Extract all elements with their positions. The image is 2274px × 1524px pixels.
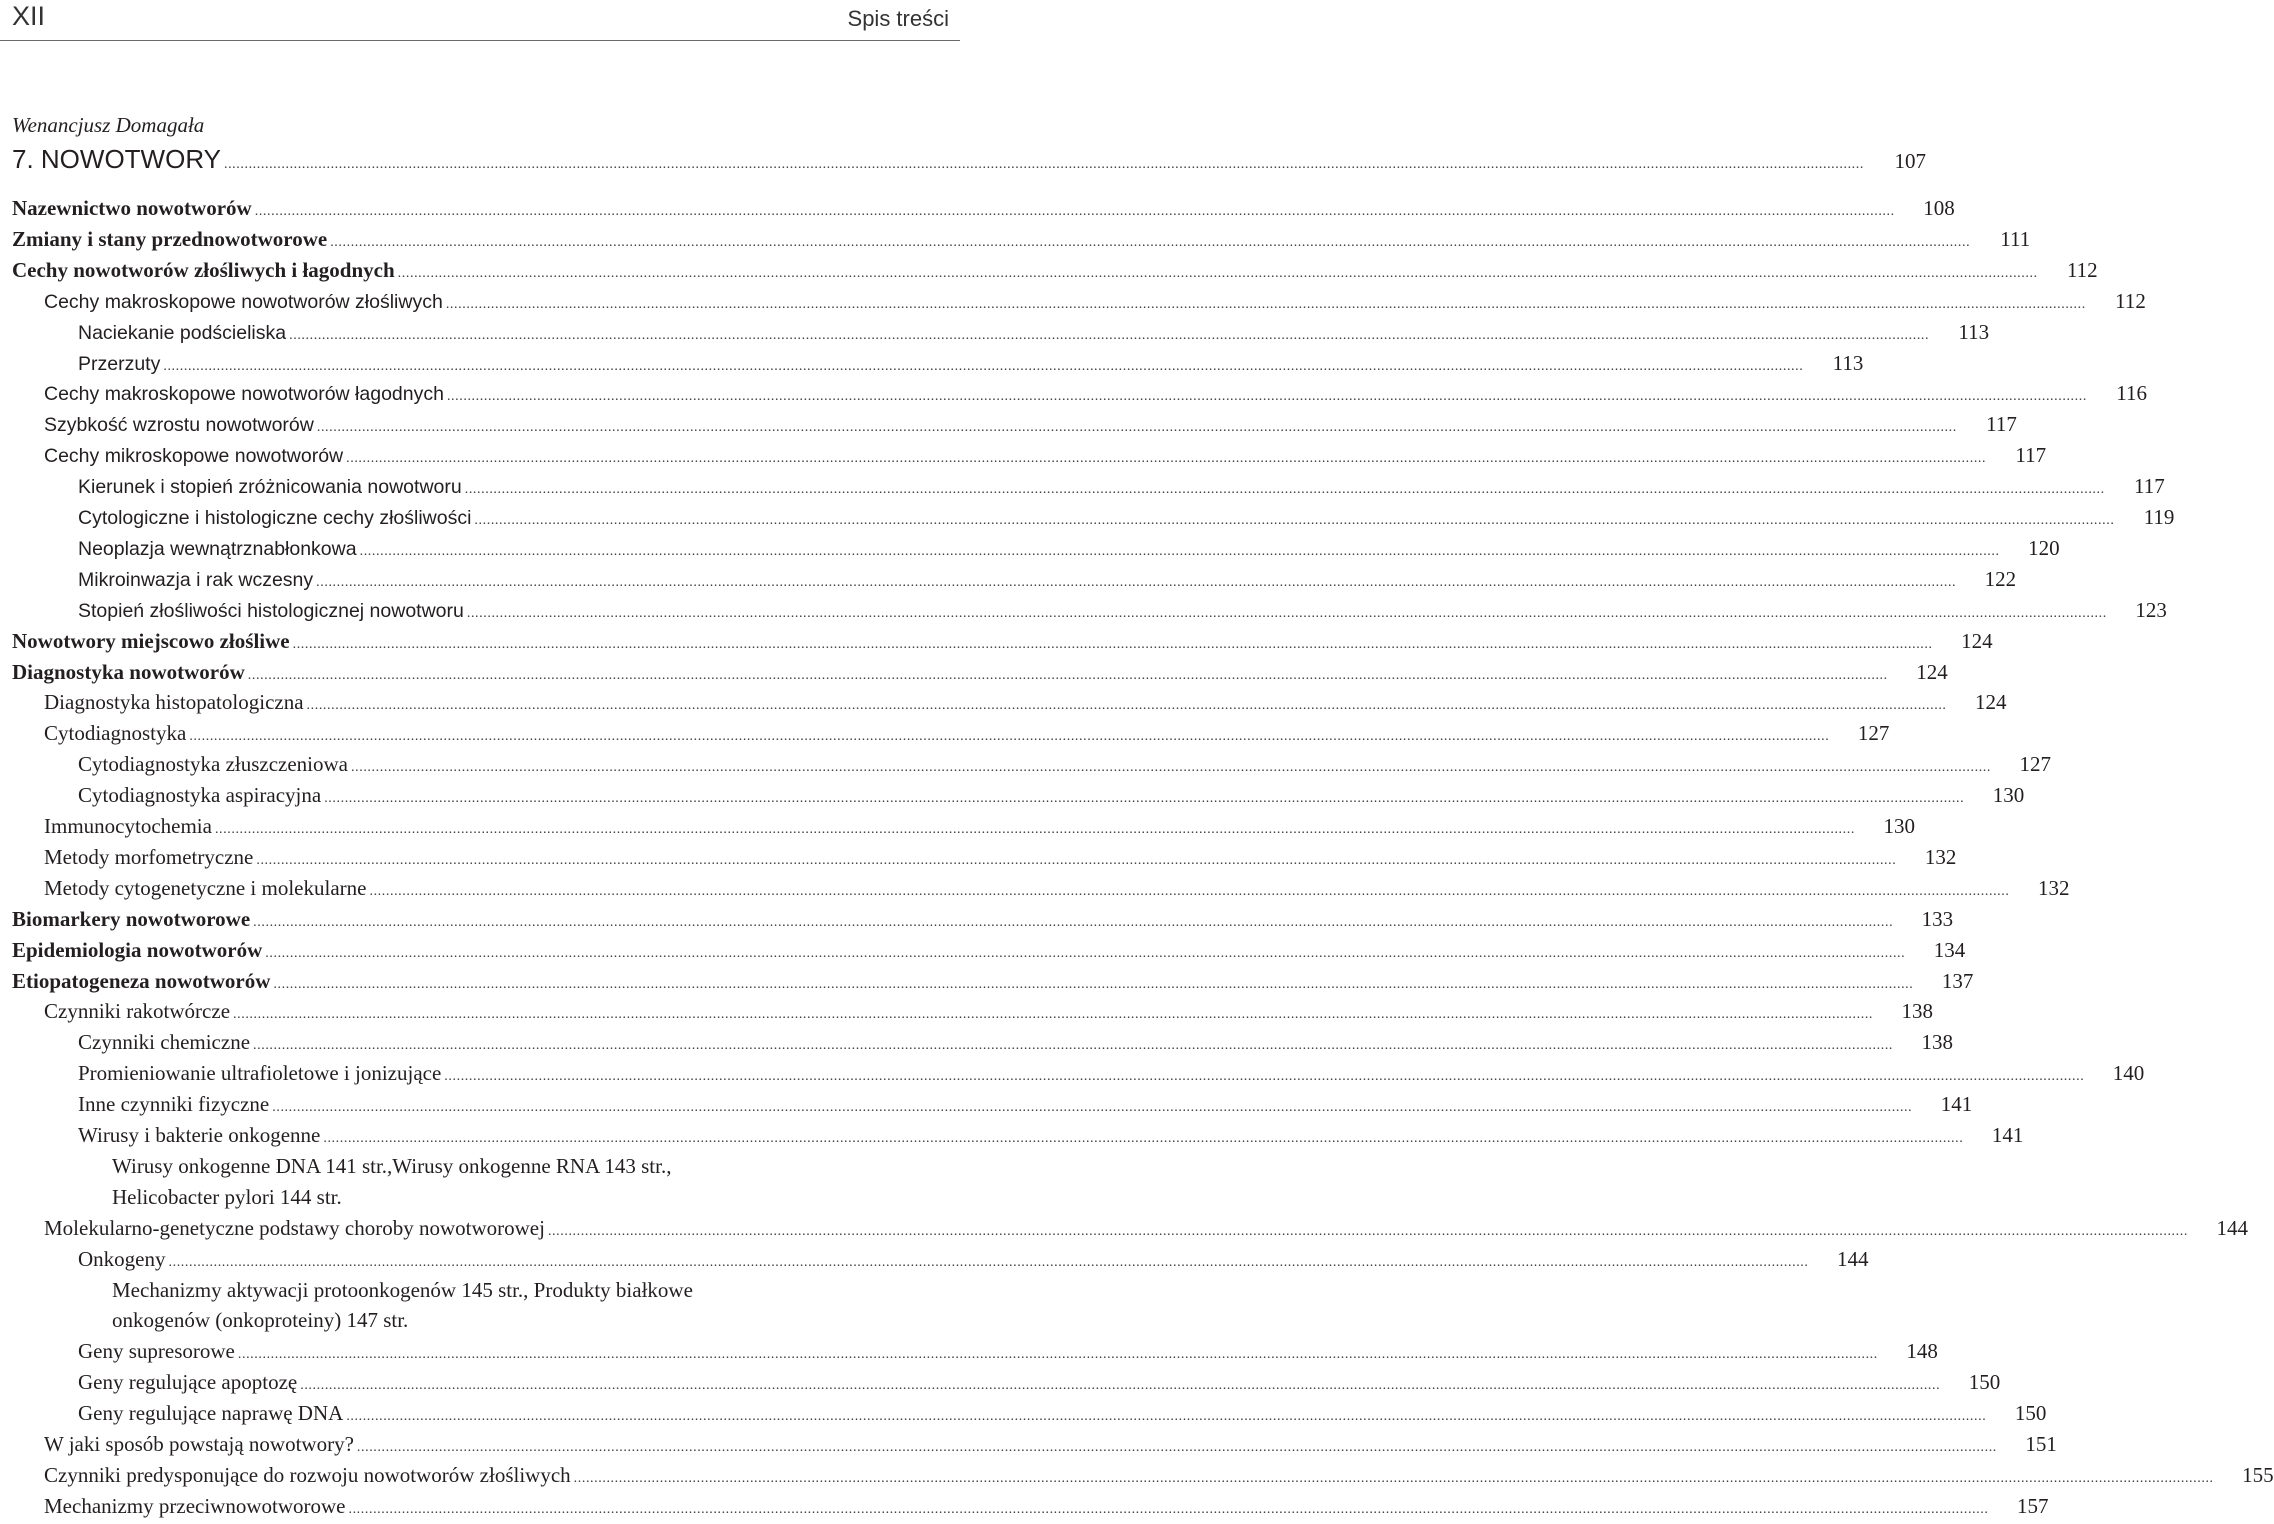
toc-page-number: 117 [2015, 443, 2047, 468]
toc-page-number: 122 [1984, 566, 2017, 591]
toc-entry[interactable] [44, 690, 2007, 720]
toc-entry[interactable] [44, 288, 2146, 319]
toc-page-number: 113 [1958, 319, 1990, 344]
toc-entry[interactable] [78, 319, 1990, 350]
toc-entry[interactable] [78, 505, 2175, 535]
dot-leader: ................................................................................................................................................................................................................................................................................................................................................................................................................ [253, 914, 1894, 930]
toc-entry-title: Cechy makroskopowe nowotworów złośliwych [44, 290, 443, 313]
toc-entry[interactable] [44, 999, 1934, 1029]
toc-entry-title: Cytodiagnostyka [44, 721, 187, 746]
chapter-heading[interactable] [12, 144, 1926, 176]
toc-page-number: 138 [1921, 1030, 1954, 1055]
toc-entry[interactable] [12, 937, 1966, 968]
toc-entry-title: Czynniki chemiczne [78, 1030, 251, 1055]
toc-page-number: 124 [1975, 690, 2007, 715]
toc-page-number: 133 [1921, 906, 1954, 931]
dot-leader: ................................................................................................................................................................................................................................................................................................................................................................................................................ [273, 976, 1914, 992]
toc-page-number: 144 [2216, 1215, 2248, 1240]
toc-page-number: 116 [2116, 381, 2147, 406]
toc-page-number: 123 [2135, 597, 2167, 622]
toc-entry-title: Promieniowanie ultrafioletowe i jonizujące [78, 1061, 442, 1086]
toc-page-number: 144 [1837, 1246, 1869, 1271]
toc-entry-title: Metody morfometryczne [44, 844, 254, 869]
toc-entry[interactable] [12, 226, 2031, 257]
dot-leader: ................................................................................................................................................................................................................................................................................................................................................................................................................ [369, 883, 2010, 899]
toc-entry[interactable] [44, 443, 2047, 473]
dot-leader: ................................................................................................................................................................................................................................................................................................................................................................................................................ [324, 791, 1965, 807]
toc-entry[interactable] [78, 597, 2167, 628]
page-number: XII [12, 1, 46, 31]
toc-page-number: 119 [2143, 505, 2175, 529]
dot-leader: ................................................................................................................................................................................................................................................................................................................................................................................................................ [300, 1378, 1941, 1394]
dot-leader: ................................................................................................................................................................................................................................................................................................................................................................................................................ [445, 296, 2086, 312]
toc-entry-title: Cechy makroskopowe nowotworów łagodnych [44, 383, 444, 406]
toc-entry-title: Diagnostyka nowotworów [12, 659, 245, 684]
toc-entry[interactable] [12, 906, 1954, 937]
toc-entry[interactable] [78, 474, 2165, 504]
dot-leader: ................................................................................................................................................................................................................................................................................................................................................................................................................ [237, 1347, 1878, 1363]
toc-entry-title: Cechy nowotworów złośliwych i łagodnych [12, 257, 395, 282]
toc-entry[interactable] [78, 350, 1864, 381]
dot-leader: ................................................................................................................................................................................................................................................................................................................................................................................................................ [397, 265, 2038, 281]
toc-page-number: 127 [1857, 721, 1890, 746]
toc-subtopics-note: Wirusy onkogenne DNA 141 str.,Wirusy onkogenne RNA 143 str., [112, 1153, 672, 1178]
toc-page-number: 124 [1961, 628, 1993, 653]
toc-entry[interactable] [78, 1092, 1973, 1122]
toc-entry-title: Immunocytochemia [44, 814, 212, 838]
toc-entry-title: Przerzuty [78, 352, 161, 375]
dot-leader: ................................................................................................................................................................................................................................................................................................................................................................................................................ [316, 574, 1957, 590]
dot-leader: ................................................................................................................................................................................................................................................................................................................................................................................................................ [474, 513, 2115, 528]
toc-entry[interactable] [44, 1215, 2248, 1246]
toc-page-number: 112 [2115, 288, 2146, 313]
dot-leader: ................................................................................................................................................................................................................................................................................................................................................................................................................ [253, 1038, 1894, 1054]
toc-entry-title: Nazewnictwo nowotworów [12, 196, 252, 220]
toc-page-number: 150 [1968, 1370, 2001, 1395]
toc-entry-title: Szybkość wzrostu nowotworów [44, 414, 314, 437]
dot-leader: ................................................................................................................................................................................................................................................................................................................................................................................................................ [464, 482, 2105, 498]
toc-page-number: 112 [2066, 257, 2098, 282]
dot-leader: ................................................................................................................................................................................................................................................................................................................................................................................................................ [265, 945, 1906, 961]
toc-entry-title: Biomarkery nowotworowe [12, 906, 251, 931]
toc-entry-title: Diagnostyka histopatologiczna [44, 690, 304, 715]
toc-entry[interactable] [78, 1339, 1938, 1369]
chapter-author: Wenancjusz Domagała [12, 113, 205, 137]
dot-leader: ................................................................................................................................................................................................................................................................................................................................................................................................................ [348, 1501, 1989, 1517]
toc-page-number: 124 [1916, 659, 1948, 684]
toc-entry[interactable] [44, 1493, 2049, 1524]
toc-entry[interactable] [78, 752, 2052, 782]
toc-entry[interactable] [78, 1246, 1869, 1277]
chapter-title: 7. NOWOTWORY [12, 144, 221, 174]
toc-entry-title: Onkogeny [78, 1246, 166, 1271]
toc-entry[interactable] [78, 1123, 2024, 1153]
dot-leader: ................................................................................................................................................................................................................................................................................................................................................................................................................ [466, 605, 2107, 621]
toc-entry[interactable] [44, 1432, 2057, 1462]
toc-page-number: 155 [2242, 1462, 2274, 1487]
dot-leader: ................................................................................................................................................................................................................................................................................................................................................................................................................ [168, 1254, 1809, 1270]
toc-page-number: 151 [2025, 1432, 2057, 1456]
toc-entry-title: Cytodiagnostyka złuszczeniowa [78, 752, 349, 777]
running-title: Spis treści [847, 6, 949, 31]
toc-page-number: 132 [2037, 875, 2070, 900]
toc-entry-title: Mechanizmy przeciwnowotworowe [44, 1493, 346, 1518]
dot-leader: ................................................................................................................................................................................................................................................................................................................................................................................................................ [292, 636, 1933, 652]
toc-page-number: 130 [1992, 783, 2025, 808]
toc-entry[interactable] [44, 875, 2070, 906]
toc-entry-title: Etiopatogeneza nowotworów [12, 968, 271, 993]
toc-entry[interactable] [12, 628, 1993, 659]
toc-page-number: 148 [1906, 1339, 1938, 1364]
dot-leader: ................................................................................................................................................................................................................................................................................................................................................................................................................ [289, 327, 1930, 343]
dot-leader: ................................................................................................................................................................................................................................................................................................................................................................................................................ [359, 543, 2000, 559]
toc-entry[interactable] [44, 1462, 2274, 1493]
toc-page-number: 157 [2016, 1493, 2049, 1518]
dot-leader: ................................................................................................................................................................................................................................................................................................................................................................................................................ [547, 1223, 2188, 1239]
toc-entry-title: Molekularno-genetyczne podstawy choroby nowotworowej [44, 1215, 545, 1240]
toc-subtopics-note: Mechanizmy aktywacji protoonkogenów 145 str., Produkty białkowe [112, 1277, 693, 1302]
toc-entry[interactable] [78, 566, 2017, 597]
toc-page-number: 113 [1832, 350, 1864, 375]
page-header [0, 0, 960, 41]
toc-entry[interactable] [44, 814, 1915, 844]
toc-entry[interactable] [78, 1401, 2047, 1431]
toc-entry-title: Neoplazja wewnątrznabłonkowa [78, 537, 357, 560]
toc-page-number: 111 [2000, 226, 2031, 251]
toc-page-number: 132 [1924, 844, 1957, 869]
toc-entry[interactable] [44, 844, 1957, 875]
toc-page-number: 138 [1901, 999, 1934, 1024]
toc-entry[interactable] [44, 412, 2017, 442]
toc-entry[interactable] [12, 968, 1974, 999]
toc-page-number: 117 [1986, 412, 2017, 437]
toc-entry-title: Zmiany i stany przednowotworowe [12, 226, 328, 251]
toc-entry-title: Cytodiagnostyka aspiracyjna [78, 783, 322, 808]
toc-page-number: 130 [1883, 814, 1915, 838]
toc-subtopics-note: onkogenów (onkoproteiny) 147 str. [112, 1308, 409, 1333]
dot-leader: ................................................................................................................................................................................................................................................................................................................................................................................................................ [233, 1007, 1874, 1023]
dot-leader: ................................................................................................................................................................................................................................................................................................................................................................................................................ [223, 157, 1864, 172]
toc-entry-title: Inne czynniki fizyczne [78, 1092, 270, 1117]
toc-entry[interactable] [78, 535, 2060, 566]
dot-leader: ................................................................................................................................................................................................................................................................................................................................................................................................................ [356, 1440, 1997, 1455]
dot-leader: ................................................................................................................................................................................................................................................................................................................................................................................................................ [346, 451, 1987, 467]
chapter-page-number: 107 [1894, 149, 1926, 173]
dot-leader: ................................................................................................................................................................................................................................................................................................................................................................................................................ [316, 420, 1957, 436]
toc-subtopics-note: Helicobacter pylori 144 str. [112, 1184, 342, 1209]
toc-entry-title: Wirusy i bakterie onkogenne [78, 1123, 321, 1147]
toc-entry[interactable] [12, 257, 2098, 288]
toc-page-number: 137 [1941, 968, 1974, 993]
toc-entry-title: Geny regulujące apoptozę [78, 1370, 298, 1395]
dot-leader: ................................................................................................................................................................................................................................................................................................................................................................................................................ [346, 1409, 1987, 1425]
dot-leader: ................................................................................................................................................................................................................................................................................................................................................................................................................ [351, 760, 1992, 776]
toc-entry-title: Stopień złośliwości histologicznej nowotworu [78, 599, 464, 622]
dot-leader: ................................................................................................................................................................................................................................................................................................................................................................................................................ [573, 1470, 2214, 1486]
dot-leader: ................................................................................................................................................................................................................................................................................................................................................................................................................ [272, 1100, 1913, 1116]
toc-page-number: 141 [1940, 1092, 1973, 1117]
toc-entry[interactable] [78, 783, 2025, 813]
dot-leader: ................................................................................................................................................................................................................................................................................................................................................................................................................ [323, 1131, 1964, 1146]
toc-entry-title: Mikroinwazja i rak wczesny [78, 568, 314, 591]
toc-page-number: 127 [2019, 752, 2052, 777]
toc-page-number: 120 [2028, 535, 2060, 560]
toc-page-number: 140 [2112, 1061, 2145, 1086]
toc-entry-title: Naciekanie podścieliska [78, 321, 287, 344]
toc-entry-title: Czynniki rakotwórcze [44, 999, 231, 1024]
dot-leader: ................................................................................................................................................................................................................................................................................................................................................................................................................ [189, 729, 1830, 745]
toc-entry[interactable] [44, 721, 1890, 751]
toc-page-number: 108 [1923, 196, 1955, 220]
dot-leader: ................................................................................................................................................................................................................................................................................................................................................................................................................ [214, 822, 1855, 837]
dot-leader: ................................................................................................................................................................................................................................................................................................................................................................................................................ [446, 389, 2087, 405]
toc-page-number: 150 [2014, 1401, 2047, 1426]
toc-entry[interactable] [78, 1370, 2001, 1400]
dot-leader: ................................................................................................................................................................................................................................................................................................................................................................................................................ [163, 358, 1804, 374]
toc-page-number: 141 [1991, 1123, 2024, 1147]
toc-page-number: 117 [2133, 474, 2165, 499]
dot-leader: ................................................................................................................................................................................................................................................................................................................................................................................................................ [254, 204, 1895, 219]
toc-entry-title: Nowotwory miejscowo złośliwe [12, 628, 290, 653]
toc-entry-title: Cechy mikroskopowe nowotworów [44, 445, 344, 468]
toc-entry-title: W jaki sposób powstają nowotwory? [44, 1432, 354, 1456]
toc-entry[interactable] [44, 381, 2147, 411]
toc-entry-title: Geny regulujące naprawę DNA [78, 1401, 344, 1426]
toc-entry[interactable] [12, 196, 1955, 226]
toc-entry[interactable] [12, 659, 1948, 690]
toc-entry-title: Geny supresorowe [78, 1339, 235, 1364]
toc-entry-title: Kierunek i stopień zróżnicowania nowotworu [78, 476, 462, 499]
toc-entry-title: Metody cytogenetyczne i molekularne [44, 875, 367, 900]
dot-leader: ................................................................................................................................................................................................................................................................................................................................................................................................................ [247, 667, 1888, 683]
toc-entry[interactable] [78, 1061, 2145, 1091]
dot-leader: ................................................................................................................................................................................................................................................................................................................................................................................................................ [306, 698, 1947, 714]
toc-entry-title: Cytologiczne i histologiczne cechy złośliwości [78, 507, 472, 529]
toc-entry-title: Epidemiologia nowotworów [12, 937, 263, 962]
toc-entry-title: Czynniki predysponujące do rozwoju nowotworów złośliwych [44, 1462, 571, 1487]
dot-leader: ................................................................................................................................................................................................................................................................................................................................................................................................................ [256, 852, 1897, 868]
toc-entry[interactable] [78, 1030, 1954, 1060]
toc-page-number: 134 [1933, 937, 1966, 962]
dot-leader: ................................................................................................................................................................................................................................................................................................................................................................................................................ [444, 1069, 2085, 1085]
dot-leader: ................................................................................................................................................................................................................................................................................................................................................................................................................ [330, 234, 1971, 250]
